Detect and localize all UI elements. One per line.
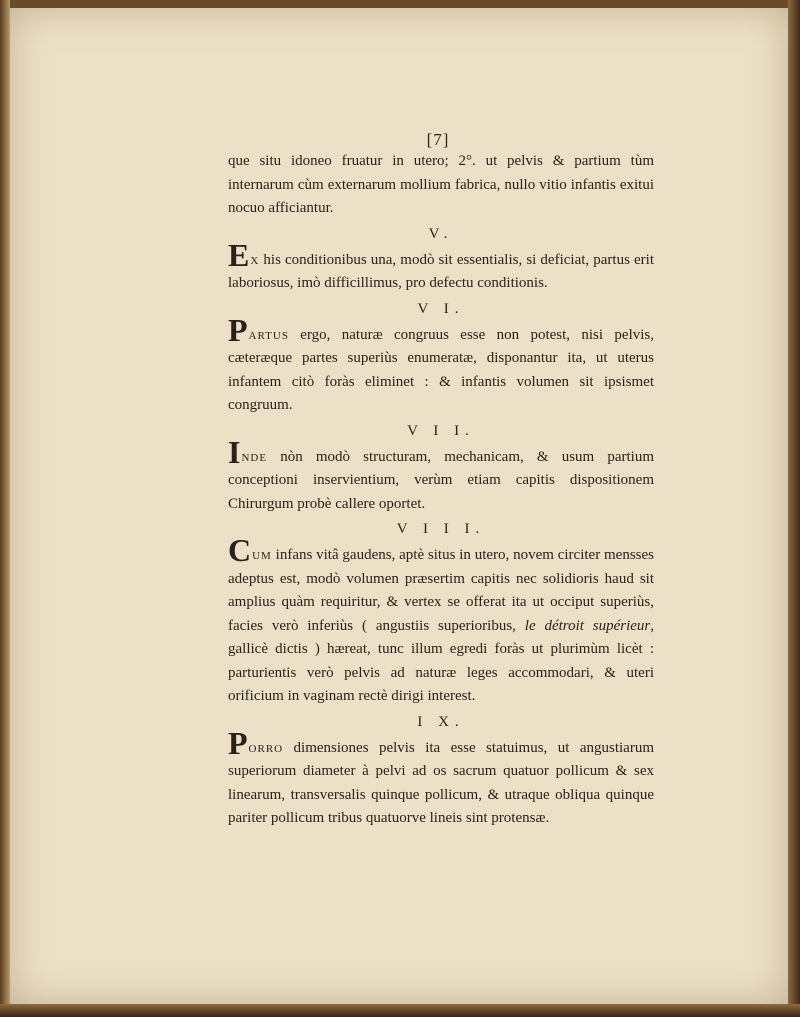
section-heading-vii: V I I. — [407, 422, 475, 439]
lead-word: orro — [248, 739, 284, 756]
paragraph-body: nòn modò structuram, mechanicam, & usum partium conceptioni inservientium, verùm etiam capitis dispositionem Chirurgum probè callere oportet. — [228, 448, 654, 512]
section-paragraph-viii — [228, 532, 655, 709]
section-paragraph-vii — [228, 433, 654, 517]
drop-cap: I — [228, 433, 241, 470]
lead-word: artus — [248, 326, 289, 343]
lead-word: um — [252, 547, 272, 563]
lead-word: nde — [241, 448, 268, 465]
section-paragraph-vi — [228, 311, 654, 418]
book-edge-left — [0, 0, 10, 1017]
section-heading-ix: I X. — [417, 713, 465, 730]
drop-cap: E — [228, 236, 250, 273]
section-paragraph-ix — [228, 724, 654, 831]
paragraph-body: infans vitâ gaudens, aptè situs in utero, novem circiter mensses adeptus est, modò volumen præsertim capitis nec solidioris haud sit amplius quàm requiritur, & vertex se offerat ita ut occiput superiùs, facies verò inferiùs ( angustiis superioribus, — [228, 547, 654, 634]
section-heading-vi: V I. — [417, 300, 465, 317]
page-text — [228, 128, 654, 831]
paragraph-body: his conditionibus una, modò sit essentialis, si deficiat, partus erit laboriosus, imò difficillimus, pro defectu conditionis. — [228, 251, 654, 291]
page-number: [7] — [426, 130, 450, 149]
drop-cap: C — [228, 532, 252, 568]
paragraph-body-cont: , gallicè dictis ) hæreat, tunc illum egredi foràs ut plurimùm licèt : parturientis verò pelvis ad naturæ leges accommodari, & uteri orificium in vaginam rectè dirigi interest. — [228, 617, 655, 704]
drop-cap: P — [228, 724, 248, 761]
paragraph-body: ergo, naturæ congruus esse non potest, nisi pelvis, cæteræque partes superiùs enumeratæ, disponantur ita, ut uterus infantem citò foràs eliminet : & infantis volumen sit ipsismet congruum. — [228, 326, 654, 413]
book-edge-right — [788, 0, 800, 1017]
french-term: le détroit supérieur — [524, 617, 651, 634]
section-heading-v: V. — [428, 225, 454, 242]
section-heading-viii: V I I I. — [396, 521, 486, 537]
section-paragraph-v — [228, 236, 654, 296]
lead-word: x — [250, 251, 260, 268]
book-edge-bottom — [0, 1004, 800, 1017]
intro-paragraph: que situ idoneo fruatur in utero; 2°. ut pelvis & partium tùm internarum cùm externarum mollium fabrica, nullo vitio infantis exitui nocuo afficiantur. — [228, 153, 654, 216]
paragraph-body: dimensiones pelvis ita esse statuimus, ut angustiarum superiorum diameter à pelvi ad os sacrum quatuor pollicum & sex linearum, transversalis quinque pollicum, & utraque obliqua quinque pariter pollicum tribus quatuorve lineis sint protensæ. — [228, 739, 654, 826]
drop-cap: P — [228, 311, 248, 348]
